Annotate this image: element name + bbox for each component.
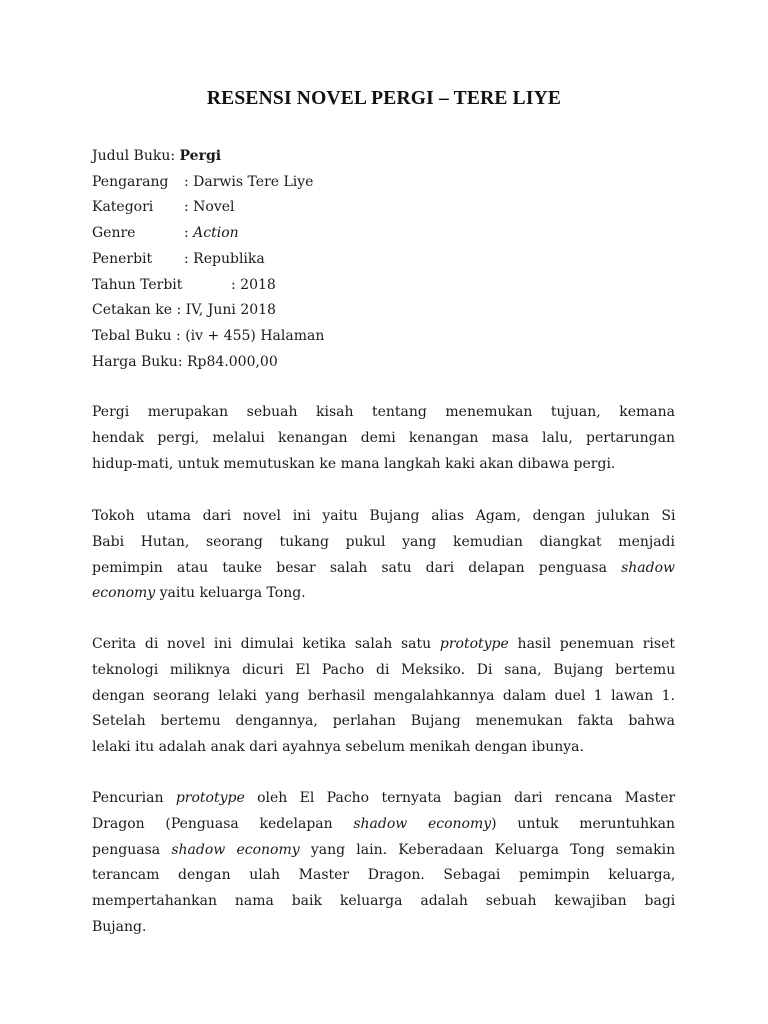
book-info-separator: : (231, 276, 236, 293)
book-info-separator: : (184, 199, 189, 216)
paragraph-line (92, 556, 675, 582)
paragraph-text: hasil penemuan riset (517, 636, 675, 652)
paragraph-text: yang lain. Keberadaan Keluarga Tong semakin (310, 841, 676, 858)
book-info-label: Penerbit (92, 250, 153, 267)
paragraph-line: Babi Hutan, seorang tukang pukul yang kemudian diangkat menjadi (92, 533, 675, 550)
book-info-label: Kategori (92, 199, 154, 216)
book-info-value: Rp84.000,00 (186, 353, 278, 370)
book-info-separator: : (184, 225, 189, 242)
book-info-value: Pergi (179, 148, 222, 164)
book-info-separator: : (176, 302, 182, 319)
italic-term: prototype (439, 636, 509, 652)
italic-term: shadow (621, 559, 675, 576)
paragraph-line (92, 838, 675, 864)
book-info-separator: : (177, 353, 183, 370)
paragraph-line: hendak pergi, melalui kenangan demi kenangan masa lalu, pertarungan (92, 429, 675, 446)
book-info-row-pengarang (92, 170, 692, 196)
book-info-row-genre (92, 221, 692, 247)
italic-term: economy (92, 585, 156, 602)
book-info-label: Genre (92, 225, 136, 242)
book-info-row-tahun-terbit (92, 273, 692, 299)
paragraph-text: penguasa (92, 841, 161, 858)
paragraph-text: Cerita di novel ini dimulai ketika salah satu (92, 636, 432, 652)
document-title: RESENSI NOVEL PERGI – TERE LIYE (206, 88, 562, 109)
italic-term: prototype (175, 790, 245, 806)
book-info-separator: : (184, 250, 189, 267)
paragraph-line: teknologi miliknya dicuri El Pacho di Meksiko. Di sana, Bujang bertemu (92, 661, 676, 678)
italic-term: shadow economy (171, 841, 300, 858)
paragraph-text: oleh El Pacho ternyata bagian dari rencana Master (257, 790, 676, 806)
paragraph-text: Pencurian (92, 790, 164, 806)
paragraph-line: Pergi merupakan sebuah kisah tentang menemukan tujuan, kemana (92, 404, 675, 420)
paragraph-line: hidup-mati, untuk memutuskan ke mana langkah kaki akan dibawa pergi. (92, 455, 616, 472)
paragraph-line: Bujang. (92, 918, 147, 935)
book-info-label: Tebal Buku (92, 327, 172, 344)
book-info-value: Novel (193, 199, 235, 216)
paragraph-line (92, 581, 675, 607)
paragraph-main-character (92, 504, 675, 607)
italic-term: shadow economy (353, 815, 492, 832)
book-info-row-kategori (92, 195, 692, 221)
paragraph-line: terancam dengan ulah Master Dragon. Sebagai pemimpin keluarga, (92, 867, 676, 884)
book-info-row-cetakan (92, 298, 692, 324)
paragraph-line: lelaki itu adalah anak dari ayahnya sebelum menikah dengan ibunya. (92, 739, 584, 756)
book-info-row-tebal-buku (92, 324, 692, 350)
paragraph-synopsis (92, 400, 675, 477)
book-info-label: Harga Buku (92, 353, 178, 370)
paragraph-prototype-theft (92, 786, 675, 941)
paragraph-text: Dragon (Penguasa kedelapan (92, 815, 333, 832)
paragraph-text: yaitu keluarga Tong. (159, 585, 306, 602)
book-info-row-harga-buku (92, 350, 692, 376)
paragraph-line: dengan seorang lelaki yang berhasil mengalahkannya dalam duel 1 lawan 1. (92, 687, 675, 704)
paragraph-line (92, 786, 675, 812)
book-info-value: 2018 (240, 276, 276, 293)
book-info-value: (iv + 455) Halaman (185, 327, 325, 344)
paragraph-text: pemimpin atau tauke besar salah satu dari delapan penguasa (92, 559, 607, 576)
book-info-row-penerbit (92, 247, 692, 273)
book-info-value: Darwis Tere Liye (193, 173, 314, 190)
paragraph-line: Setelah bertemu dengannya, perlahan Bujang menemukan fakta bahwa (92, 713, 675, 730)
book-info-separator: : (170, 148, 176, 164)
book-info-value: Republika (193, 250, 265, 267)
paragraph-text: ) untuk meruntuhkan (491, 815, 675, 832)
paragraph-story-beginning (92, 632, 675, 761)
book-info-value: IV, Juni 2018 (185, 302, 276, 319)
book-info-label: Pengarang (92, 173, 169, 190)
paragraph-line (92, 632, 675, 658)
book-info-label: Judul Buku (92, 148, 171, 164)
paragraph-line: mempertahankan nama baik keluarga adalah sebuah kewajiban bagi (92, 893, 676, 910)
book-info-label: Tahun Terbit (92, 276, 183, 293)
book-info-separator: : (184, 173, 189, 190)
book-info-row-judul (92, 144, 692, 170)
book-info-separator: : (176, 327, 181, 344)
book-info-value: Action (193, 225, 239, 242)
paragraph-line (92, 812, 675, 838)
book-info-label: Cetakan ke (92, 302, 173, 319)
book-info-list (92, 144, 692, 375)
paragraph-line: Tokoh utama dari novel ini yaitu Bujang alias Agam, dengan julukan Si (92, 508, 676, 524)
